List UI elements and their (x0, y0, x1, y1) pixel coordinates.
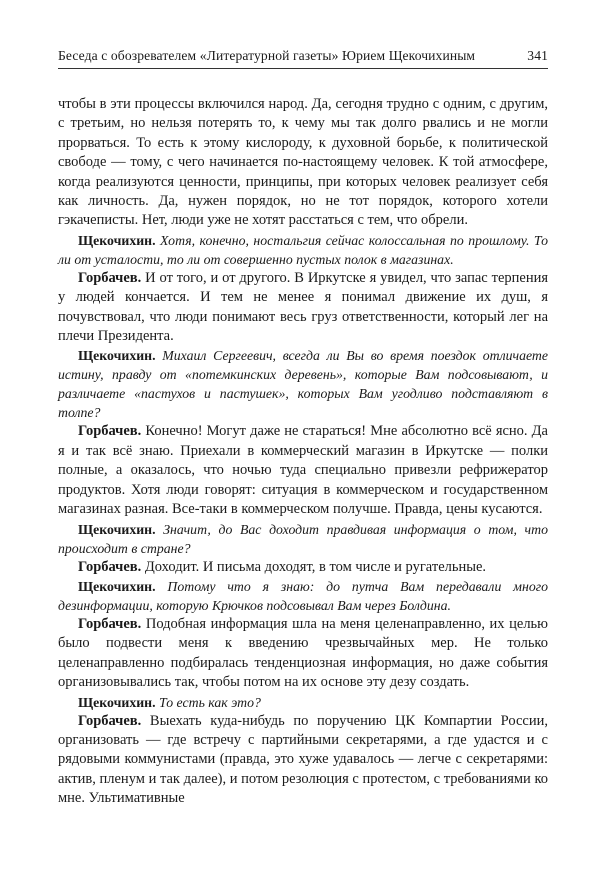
answer-text: Конечно! Могут даже не стараться! Мне абсолютно всё ясно. Да я и так всё знаю. Приехали в коммерческий магазин в Иркутске — полки полные, а оказалось, что ночью туда специально привезли рефрижератор продуктов. Хотя люди говорят: ситуация в коммерческом и государственном магазинах разная. Все-таки в коммерческом получше. Правда, цены кусаются. (58, 423, 548, 518)
speaker-name: Горбачев. (78, 558, 142, 575)
question-text: То есть как это? (159, 694, 261, 710)
speaker-name: Щекочихин. (78, 694, 156, 710)
question-paragraph (58, 693, 548, 712)
question-text: Хотя, конечно, ностальгия сейчас колоссальная по прошлому. То ли от усталости, то ли от совершенно пустых полок в магазинах. (58, 232, 548, 267)
question-paragraph (58, 520, 548, 558)
answer-text: Доходит. И письма доходят, в том числе и ругательные. (144, 558, 487, 575)
answer-paragraph (58, 422, 548, 519)
answer-paragraph (58, 558, 548, 577)
paragraph-text: чтобы в эти процессы включился народ. Да, сегодня трудно с одним, с другим, с третьим, но нельзя потерять то, к чему мы так долго рвались и не могли прорваться. То есть к этому кислороду, к духовной борьбе, к политической свободе — тому, с чего начинается по-настоящему человек. К той атмосфере, когда реализуются ценности, принципы, при которых человек реализует себя как личность. Да, нужен порядок, но не тот порядок, которого хотели гэкачеписты. Нет, люди уже не хотят расстаться с тем, что обрели. (58, 96, 548, 229)
paragraph-continuation (58, 95, 548, 231)
speaker-name: Щекочихин. (78, 578, 156, 594)
answer-paragraph (58, 269, 548, 347)
question-paragraph (58, 577, 548, 615)
interview-text (58, 95, 548, 809)
running-head (58, 48, 548, 64)
speaker-name: Щекочихин. (78, 348, 156, 364)
answer-paragraph (58, 712, 548, 809)
speaker-name: Щекочихин. (78, 521, 156, 537)
speaker-name: Горбачев. (78, 615, 142, 632)
page-number: 341 (527, 48, 548, 63)
answer-text: И от того, и от другого. В Иркутске я увидел, что запас терпения у людей кончается. И тем не менее я понимал движение их душ, я почувствовал, что люди понимают весь груз ответственности, который лег на плечи Президента. (58, 269, 549, 345)
question-text: Михаил Сергеевич, всегда ли Вы во время поездок отличаете истину, правду от «потемкинских деревень», которые Вам подсовывают, и различаете «пастухов и пастушек», которых Вам угодливо подставляют в толпе? (58, 348, 548, 421)
answer-text: Подобная информация шла на меня целенаправленно, их целью было подвести меня к введению чрезвычайных мер. Не только целенаправленно подбиралась тенденциозная информация, но даже события организовывались так, чтобы потом на их основе эту дезу создать. (58, 615, 549, 691)
running-head-title: Беседа с обозревателем «Литературной газеты» Юрием Щекочихиным (58, 48, 476, 63)
answer-paragraph (58, 615, 548, 693)
question-paragraph (58, 231, 548, 269)
speaker-name: Горбачев. (78, 423, 142, 440)
header-rule (58, 68, 548, 69)
question-text: Значит, до Вас доходит правдивая информация о том, что происходит в стране? (58, 521, 548, 556)
speaker-name: Горбачев. (78, 269, 142, 286)
speaker-name: Горбачев. (78, 712, 142, 729)
answer-text: Выехать куда-нибудь по поручению ЦК Компартии России, организовать — где встречу с партийными секретарями, а где удастся и с рядовыми коммунистами (правда, это хуже удавалось — легче с секретарями: актив, пленум и так далее), и потом резолюция с протестом, с требованиями ко мне. Ультимативные (58, 712, 549, 807)
question-paragraph (58, 346, 548, 422)
speaker-name: Щекочихин. (78, 232, 156, 248)
question-text: Потому что я знаю: до путча Вам передавали много дезинформации, которую Крючков подсовывал Вам через Болдина. (58, 578, 548, 613)
